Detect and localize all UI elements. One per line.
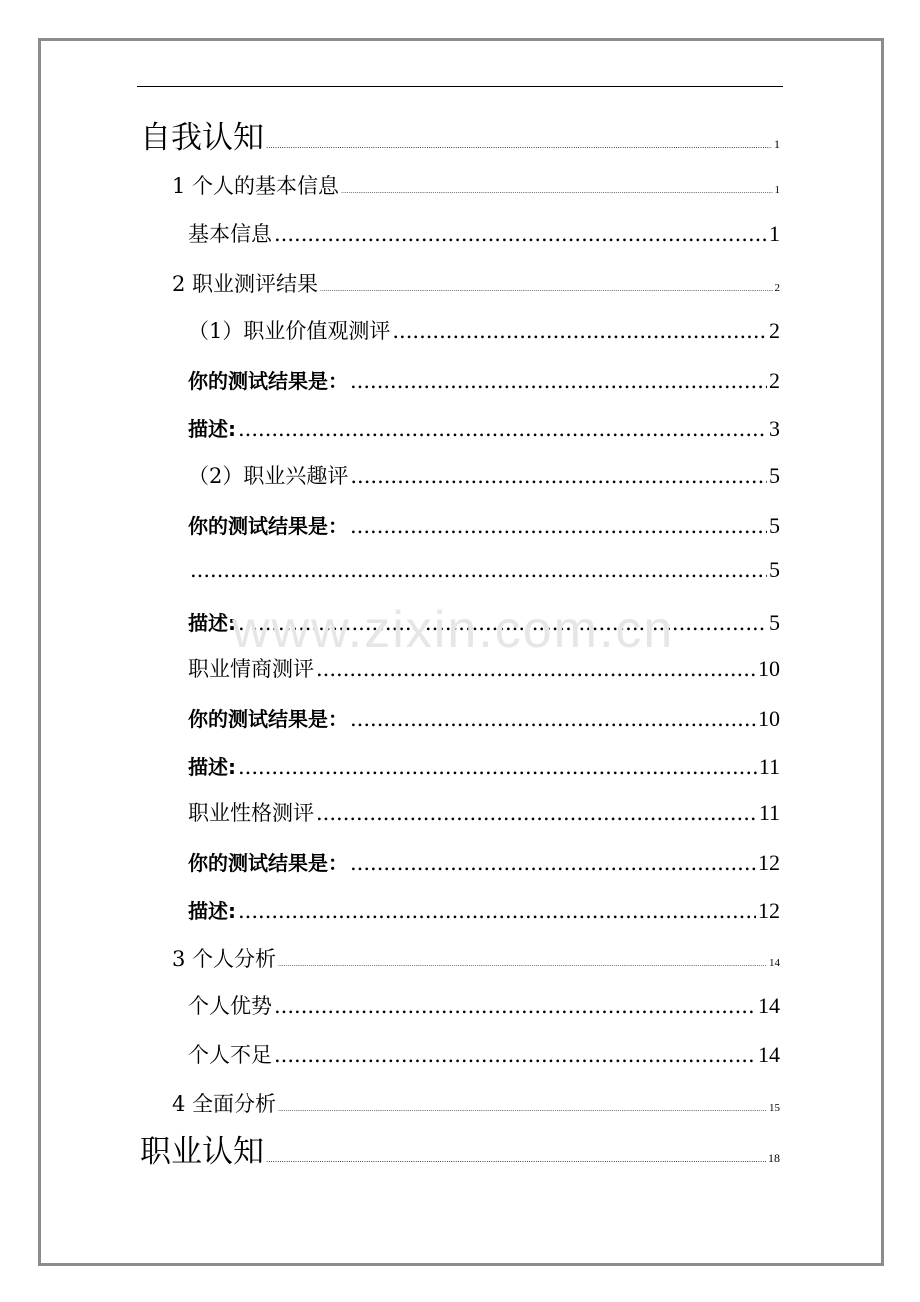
toc-entry-label: 职业情商测评: [188, 657, 314, 681]
toc-entry-label: 描述:: [188, 417, 236, 441]
toc-leader-dots: [238, 899, 756, 923]
toc-leader-dots: [278, 1106, 767, 1113]
toc-page-number: 2: [769, 318, 780, 343]
toc-entry-label: 职业性格测评: [188, 801, 314, 825]
toc-page-number: 10: [758, 656, 780, 681]
toc-entry-label: 基本信息: [188, 222, 272, 246]
toc-entry-result[interactable]: [188, 847, 780, 876]
toc-page-number: 5: [769, 610, 780, 635]
toc-entry-personality-assessment[interactable]: [188, 797, 780, 827]
toc-entry-weaknesses[interactable]: [188, 1039, 780, 1069]
toc-leader-dots: [341, 188, 772, 195]
toc-page-number: 5: [769, 513, 780, 538]
toc-entry-label: 4 全面分析: [172, 1092, 277, 1116]
toc-page-number: 1: [774, 137, 780, 151]
toc-entry-label: 个人不足: [188, 1043, 272, 1067]
toc-entry-label: （1）职业价值观测评: [188, 319, 391, 343]
toc-page-number: 5: [769, 557, 780, 582]
toc-entry-label: 描述:: [188, 899, 236, 923]
toc-leader-dots: [316, 657, 756, 681]
toc-leader-dots: [274, 1043, 756, 1067]
toc-entry-basic-info-section[interactable]: [172, 170, 780, 200]
toc-entry-interest-assessment[interactable]: [188, 460, 780, 490]
toc-entry-values-assessment[interactable]: [188, 315, 780, 345]
toc-page-number: 18: [768, 1151, 780, 1165]
watermark-text: www.zixin.com.cn: [232, 601, 675, 659]
toc-leader-dots: [274, 222, 767, 246]
toc-leader-dots: [350, 369, 767, 393]
toc-entry-label: 你的测试结果是：: [188, 851, 348, 875]
toc-entry-label: 你的测试结果是：: [188, 369, 348, 393]
toc-leader-dots: [350, 514, 767, 538]
toc-page-number: 14: [769, 957, 780, 969]
toc-page-number: 1: [774, 184, 780, 196]
toc-entry-label: 你的测试结果是：: [188, 707, 348, 731]
toc-entry-label: 描述:: [188, 611, 236, 635]
toc-leader-dots: [320, 286, 772, 293]
toc-entry-strengths[interactable]: [188, 990, 780, 1020]
toc-page-number: 14: [758, 1042, 780, 1067]
toc-leader-dots: [266, 142, 772, 150]
toc-page-number: 1: [769, 221, 780, 246]
toc-leader-dots: [350, 851, 756, 875]
toc-leader-dots: [190, 558, 767, 582]
toc-entry-label: 个人优势: [188, 994, 272, 1018]
toc-leader-dots: [238, 755, 757, 779]
toc-entry-result[interactable]: [188, 365, 780, 394]
toc-leader-dots: [278, 961, 767, 968]
toc-entry-description[interactable]: [188, 895, 780, 924]
toc-entry-blank[interactable]: [188, 557, 780, 583]
toc-leader-dots: [316, 801, 757, 825]
toc-page-number: 11: [758, 754, 780, 779]
toc-leader-dots: [274, 994, 756, 1018]
toc-leader-dots: [350, 707, 756, 731]
toc-leader-dots: [350, 464, 767, 488]
toc-entry-label: 1 个人的基本信息: [172, 174, 340, 198]
toc-leader-dots: [266, 1156, 766, 1164]
toc-entry-result[interactable]: [188, 703, 780, 732]
toc-page-number: 10: [758, 706, 780, 731]
toc-entry-self-awareness[interactable]: [140, 112, 780, 157]
toc-page-number: 5: [769, 463, 780, 488]
toc-entry-career-awareness[interactable]: [140, 1126, 780, 1171]
toc-entry-label: 2 职业测评结果: [172, 272, 319, 296]
toc-page-number: 12: [758, 850, 780, 875]
toc-entry-result[interactable]: [188, 510, 780, 539]
toc-entry-label: 3 个人分析: [172, 947, 277, 971]
toc-entry-label: （2）职业兴趣评: [188, 464, 349, 488]
toc-page-number: 14: [758, 993, 780, 1018]
toc-leader-dots: [392, 319, 767, 343]
toc-page-number: 2: [769, 368, 780, 393]
toc-entry-basic-info[interactable]: [188, 218, 780, 248]
toc-page-number: 11: [758, 800, 780, 825]
toc-entry-comprehensive-analysis[interactable]: [172, 1088, 780, 1118]
toc-page-number: 15: [769, 1102, 780, 1114]
toc-page-number: 2: [774, 282, 780, 294]
toc-entry-label: 职业认知: [140, 1134, 264, 1170]
toc-entry-label: 你的测试结果是：: [188, 514, 348, 538]
toc-leader-dots: [238, 417, 767, 441]
toc-entry-label: 描述:: [188, 755, 236, 779]
toc-entry-description[interactable]: [188, 413, 780, 442]
toc-page-number: 3: [769, 416, 780, 441]
toc-entry-assessment-results[interactable]: [172, 268, 780, 298]
toc-page-number: 12: [758, 898, 780, 923]
toc-entry-label: 自我认知: [140, 120, 264, 156]
toc-entry-personal-analysis[interactable]: [172, 943, 780, 973]
toc-entry-description[interactable]: [188, 751, 780, 780]
